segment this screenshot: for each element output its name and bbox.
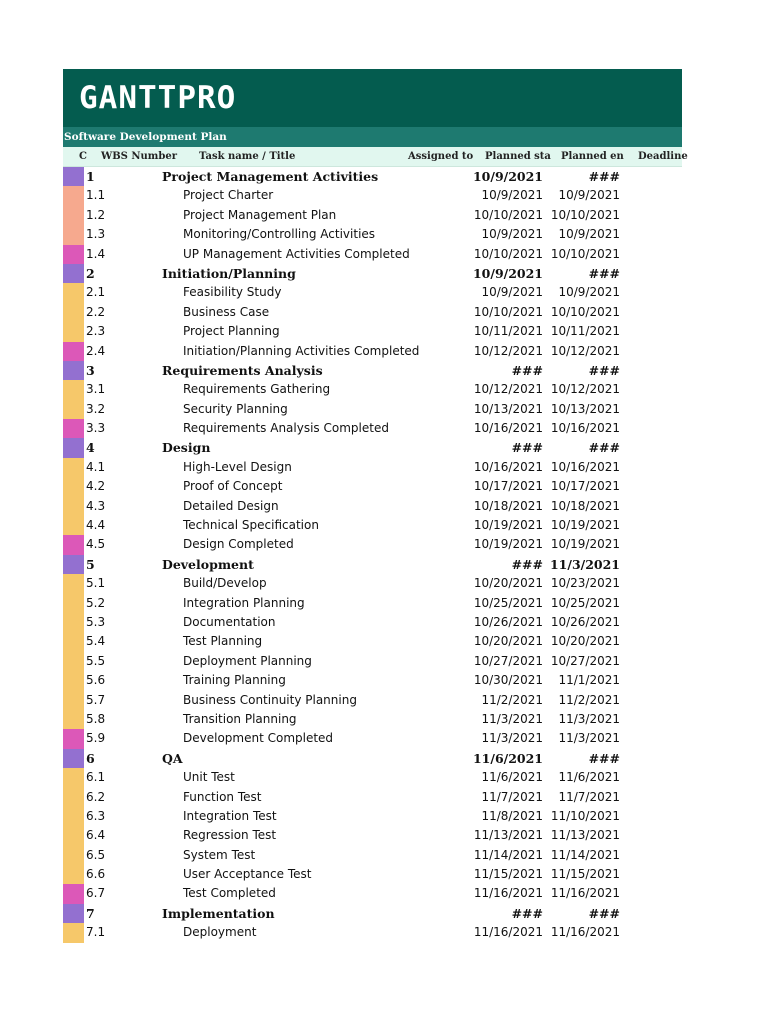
planned-end-cell[interactable]: 10/11/2021 bbox=[550, 324, 620, 339]
wbs-cell[interactable]: 6.4 bbox=[86, 828, 106, 843]
planned-end-cell[interactable]: 10/9/2021 bbox=[558, 227, 620, 242]
planned-end-cell[interactable]: ### bbox=[588, 169, 620, 184]
planned-end-cell[interactable]: 11/3/2021 bbox=[558, 731, 620, 746]
task-row[interactable] bbox=[63, 710, 682, 729]
task-name-cell[interactable]: Feasibility Study bbox=[183, 285, 282, 300]
task-name-cell[interactable]: Test Completed bbox=[183, 886, 276, 901]
color-swatch bbox=[63, 245, 84, 264]
phase-row[interactable] bbox=[63, 438, 682, 457]
planned-end-cell[interactable]: 11/16/2021 bbox=[550, 886, 620, 901]
wbs-cell[interactable]: 6.7 bbox=[86, 886, 106, 901]
task-name-cell[interactable]: Development Completed bbox=[183, 731, 334, 746]
planned-end-cell[interactable]: 10/19/2021 bbox=[550, 537, 620, 552]
wbs-cell[interactable]: 2.4 bbox=[86, 343, 106, 358]
wbs-cell[interactable]: 5.7 bbox=[86, 692, 106, 707]
task-name-cell[interactable]: Test Planning bbox=[183, 634, 263, 649]
color-swatch bbox=[63, 710, 84, 729]
wbs-cell[interactable]: 7.1 bbox=[86, 925, 106, 940]
planned-end-cell[interactable]: 11/7/2021 bbox=[558, 789, 620, 804]
column-header-row bbox=[63, 147, 688, 167]
planned-start-cell[interactable]: 10/9/2021 bbox=[472, 169, 543, 184]
wbs-cell[interactable]: 1.3 bbox=[86, 227, 106, 242]
color-swatch bbox=[63, 400, 84, 419]
task-row[interactable] bbox=[63, 206, 682, 225]
planned-start-cell[interactable]: 10/12/2021 bbox=[473, 343, 543, 358]
wbs-cell[interactable]: 2.2 bbox=[86, 304, 106, 319]
planned-start-cell[interactable]: 11/7/2021 bbox=[481, 789, 543, 804]
planned-start-cell[interactable]: 10/25/2021 bbox=[473, 595, 543, 610]
planned-start-cell[interactable]: 10/20/2021 bbox=[473, 576, 543, 591]
planned-end-cell[interactable]: 10/9/2021 bbox=[558, 188, 620, 203]
planned-end-cell[interactable]: 11/1/2021 bbox=[558, 673, 620, 688]
planned-start-cell[interactable]: 10/12/2021 bbox=[473, 382, 543, 397]
planned-end-cell[interactable]: 10/19/2021 bbox=[550, 518, 620, 533]
color-swatch bbox=[63, 303, 84, 322]
planned-start-cell[interactable]: 10/17/2021 bbox=[473, 479, 543, 494]
planned-end-cell[interactable]: ### bbox=[588, 750, 620, 766]
planned-end-cell[interactable]: 11/10/2021 bbox=[550, 808, 620, 823]
task-row[interactable] bbox=[63, 613, 682, 632]
wbs-cell[interactable]: 6.2 bbox=[86, 789, 106, 804]
sheet-title: Software Development Plan bbox=[63, 127, 682, 147]
wbs-cell[interactable]: 7 bbox=[86, 905, 95, 921]
color-swatch bbox=[63, 283, 84, 302]
phase-row[interactable] bbox=[63, 264, 682, 283]
wbs-cell[interactable]: 2 bbox=[86, 265, 95, 281]
wbs-cell[interactable]: 2.1 bbox=[86, 285, 106, 300]
task-row[interactable] bbox=[63, 632, 682, 651]
color-swatch bbox=[63, 477, 84, 496]
wbs-cell[interactable]: 4.1 bbox=[86, 459, 106, 474]
task-name-cell[interactable]: Integration Test bbox=[183, 808, 277, 823]
planned-start-cell[interactable]: 11/8/2021 bbox=[481, 808, 543, 823]
planned-end-cell[interactable]: 11/15/2021 bbox=[550, 867, 620, 882]
planned-start-cell[interactable]: 10/27/2021 bbox=[473, 653, 543, 668]
wbs-cell[interactable]: 5.9 bbox=[86, 731, 106, 746]
planned-start-cell[interactable]: 11/2/2021 bbox=[481, 692, 543, 707]
color-swatch bbox=[63, 884, 84, 903]
color-swatch bbox=[63, 535, 84, 554]
ganttpro-logo: GANTTPRO bbox=[79, 80, 237, 116]
task-row[interactable] bbox=[63, 458, 682, 477]
planned-start-cell[interactable]: 10/9/2021 bbox=[481, 188, 543, 203]
wbs-cell[interactable]: 1 bbox=[86, 169, 95, 184]
header-deadline[interactable]: Deadline bbox=[638, 151, 688, 162]
planned-start-cell[interactable]: 10/16/2021 bbox=[473, 459, 543, 474]
color-swatch bbox=[63, 264, 84, 283]
color-swatch bbox=[63, 904, 84, 923]
task-name-cell[interactable]: User Acceptance Test bbox=[183, 867, 312, 882]
planned-end-cell[interactable]: 10/12/2021 bbox=[550, 343, 620, 358]
task-name-cell[interactable]: Security Planning bbox=[183, 401, 288, 416]
task-name-cell[interactable]: Project Management Activities bbox=[162, 169, 379, 184]
wbs-cell[interactable]: 5.3 bbox=[86, 614, 106, 629]
planned-start-cell[interactable]: ### bbox=[511, 556, 543, 572]
planned-start-cell[interactable]: 10/9/2021 bbox=[472, 265, 543, 281]
color-swatch bbox=[63, 768, 84, 787]
planned-end-cell[interactable]: 10/17/2021 bbox=[550, 479, 620, 494]
task-row[interactable] bbox=[63, 186, 682, 205]
wbs-cell[interactable]: 5 bbox=[86, 556, 95, 572]
color-swatch bbox=[63, 458, 84, 477]
wbs-cell[interactable]: 3.2 bbox=[86, 401, 106, 416]
wbs-cell[interactable]: 5.8 bbox=[86, 711, 106, 726]
task-name-cell[interactable]: High-Level Design bbox=[183, 459, 292, 474]
task-name-cell[interactable]: Business Continuity Planning bbox=[183, 692, 357, 707]
wbs-cell[interactable]: 5.4 bbox=[86, 634, 106, 649]
task-row[interactable] bbox=[63, 322, 682, 341]
task-row[interactable] bbox=[63, 380, 682, 399]
task-name-cell[interactable]: Transition Planning bbox=[183, 711, 297, 726]
task-name-cell[interactable]: Monitoring/Controlling Activities bbox=[183, 227, 376, 242]
header-planned-end[interactable]: Planned en bbox=[561, 151, 624, 162]
wbs-cell[interactable]: 3 bbox=[86, 362, 95, 378]
planned-start-cell[interactable]: 11/16/2021 bbox=[473, 886, 543, 901]
planned-end-cell[interactable]: ### bbox=[588, 440, 620, 456]
planned-start-cell[interactable]: 10/11/2021 bbox=[473, 324, 543, 339]
task-name-cell[interactable]: Business Case bbox=[183, 304, 270, 319]
planned-end-cell[interactable]: 11/2/2021 bbox=[558, 692, 620, 707]
wbs-cell[interactable]: 6.3 bbox=[86, 808, 106, 823]
planned-end-cell[interactable]: 11/6/2021 bbox=[558, 770, 620, 785]
planned-start-cell[interactable]: 10/16/2021 bbox=[473, 421, 543, 436]
task-row[interactable] bbox=[63, 826, 682, 845]
task-name-cell[interactable]: QA bbox=[162, 750, 183, 766]
color-swatch bbox=[63, 322, 84, 341]
planned-start-cell[interactable]: 10/30/2021 bbox=[473, 673, 543, 688]
task-name-cell[interactable]: Integration Planning bbox=[183, 595, 305, 610]
task-name-cell[interactable]: Training Planning bbox=[183, 673, 286, 688]
phase-row[interactable] bbox=[63, 361, 682, 380]
color-swatch bbox=[63, 594, 84, 613]
planned-end-cell[interactable]: 10/26/2021 bbox=[550, 614, 620, 629]
planned-end-cell[interactable]: 10/27/2021 bbox=[550, 653, 620, 668]
task-row[interactable] bbox=[63, 923, 682, 942]
task-name-cell[interactable]: Design bbox=[162, 440, 211, 456]
wbs-cell[interactable]: 6.5 bbox=[86, 847, 106, 862]
wbs-cell[interactable]: 6 bbox=[86, 750, 95, 766]
color-swatch bbox=[63, 632, 84, 651]
wbs-cell[interactable]: 6.1 bbox=[86, 770, 106, 785]
planned-end-cell[interactable]: 10/20/2021 bbox=[550, 634, 620, 649]
color-swatch bbox=[63, 206, 84, 225]
task-row[interactable] bbox=[63, 535, 682, 554]
task-name-cell[interactable]: Development bbox=[162, 556, 254, 572]
color-swatch bbox=[63, 516, 84, 535]
planned-end-cell[interactable]: 11/16/2021 bbox=[550, 925, 620, 940]
wbs-cell[interactable]: 4.4 bbox=[86, 518, 106, 533]
task-row[interactable] bbox=[63, 516, 682, 535]
task-name-cell[interactable]: Technical Specification bbox=[183, 518, 319, 533]
task-row[interactable] bbox=[63, 497, 682, 516]
planned-start-cell[interactable]: 10/20/2021 bbox=[473, 634, 543, 649]
task-row[interactable] bbox=[63, 225, 682, 244]
planned-end-cell[interactable]: 10/10/2021 bbox=[550, 207, 620, 222]
wbs-cell[interactable]: 5.5 bbox=[86, 653, 106, 668]
task-row[interactable] bbox=[63, 419, 682, 438]
color-swatch bbox=[63, 342, 84, 361]
wbs-cell[interactable]: 4.3 bbox=[86, 498, 106, 513]
planned-end-cell[interactable]: 10/10/2021 bbox=[550, 304, 620, 319]
planned-start-cell[interactable]: 10/10/2021 bbox=[473, 207, 543, 222]
color-swatch bbox=[63, 671, 84, 690]
wbs-cell[interactable]: 3.1 bbox=[86, 382, 106, 397]
planned-end-cell[interactable]: 10/9/2021 bbox=[558, 285, 620, 300]
planned-end-cell[interactable]: 10/16/2021 bbox=[550, 459, 620, 474]
color-swatch bbox=[63, 438, 84, 457]
task-rows bbox=[63, 167, 682, 943]
planned-start-cell[interactable]: 10/19/2021 bbox=[473, 537, 543, 552]
color-swatch bbox=[63, 807, 84, 826]
phase-row[interactable] bbox=[63, 555, 682, 574]
color-swatch bbox=[63, 826, 84, 845]
planned-start-cell[interactable]: ### bbox=[511, 440, 543, 456]
color-swatch bbox=[63, 361, 84, 380]
task-row[interactable] bbox=[63, 884, 682, 903]
planned-start-cell[interactable]: 10/9/2021 bbox=[481, 285, 543, 300]
color-swatch bbox=[63, 497, 84, 516]
color-swatch bbox=[63, 846, 84, 865]
color-swatch bbox=[63, 923, 84, 942]
task-row[interactable] bbox=[63, 788, 682, 807]
task-row[interactable] bbox=[63, 846, 682, 865]
task-name-cell[interactable]: Function Test bbox=[183, 789, 262, 804]
wbs-cell[interactable]: 5.1 bbox=[86, 576, 106, 591]
planned-start-cell[interactable]: ### bbox=[511, 905, 543, 921]
color-swatch bbox=[63, 749, 84, 768]
task-name-cell[interactable]: Project Planning bbox=[183, 324, 280, 339]
phase-row[interactable] bbox=[63, 167, 682, 186]
planned-end-cell[interactable]: 11/14/2021 bbox=[550, 847, 620, 862]
planned-end-cell[interactable]: 10/16/2021 bbox=[550, 421, 620, 436]
task-name-cell[interactable]: Documentation bbox=[183, 614, 276, 629]
planned-end-cell[interactable]: 11/3/2021 bbox=[558, 711, 620, 726]
header-assigned-to[interactable]: Assigned to bbox=[408, 151, 474, 162]
task-name-cell[interactable]: Unit Test bbox=[183, 770, 235, 785]
task-row[interactable] bbox=[63, 807, 682, 826]
color-swatch bbox=[63, 652, 84, 671]
task-name-cell[interactable]: Requirements Analysis Completed bbox=[183, 421, 389, 436]
task-row[interactable] bbox=[63, 400, 682, 419]
wbs-cell[interactable]: 2.3 bbox=[86, 324, 106, 339]
task-row[interactable] bbox=[63, 477, 682, 496]
planned-end-cell[interactable]: 10/10/2021 bbox=[550, 246, 620, 261]
planned-start-cell[interactable]: 11/6/2021 bbox=[472, 750, 543, 766]
task-name-cell[interactable]: Detailed Design bbox=[183, 498, 279, 513]
planned-start-cell[interactable]: 11/14/2021 bbox=[473, 847, 543, 862]
wbs-cell[interactable]: 3.3 bbox=[86, 421, 106, 436]
planned-start-cell[interactable]: 11/15/2021 bbox=[473, 867, 543, 882]
task-row[interactable] bbox=[63, 342, 682, 361]
planned-start-cell[interactable]: 11/3/2021 bbox=[481, 711, 543, 726]
color-swatch bbox=[63, 555, 84, 574]
planned-start-cell[interactable]: 10/13/2021 bbox=[473, 401, 543, 416]
planned-start-cell[interactable]: 11/6/2021 bbox=[481, 770, 543, 785]
wbs-cell[interactable]: 1.1 bbox=[86, 188, 106, 203]
planned-end-cell[interactable]: ### bbox=[588, 905, 620, 921]
wbs-cell[interactable]: 6.6 bbox=[86, 867, 106, 882]
color-swatch bbox=[63, 729, 84, 748]
planned-start-cell[interactable]: 11/3/2021 bbox=[481, 731, 543, 746]
task-row[interactable] bbox=[63, 865, 682, 884]
task-name-cell[interactable]: Build/Develop bbox=[183, 576, 267, 591]
task-name-cell[interactable]: UP Management Activities Completed bbox=[183, 246, 410, 261]
planned-start-cell[interactable]: 10/9/2021 bbox=[481, 227, 543, 242]
task-name-cell[interactable]: Project Charter bbox=[183, 188, 274, 203]
wbs-cell[interactable]: 4.2 bbox=[86, 479, 106, 494]
color-swatch bbox=[63, 788, 84, 807]
task-row[interactable] bbox=[63, 652, 682, 671]
wbs-cell[interactable]: 5.2 bbox=[86, 595, 106, 610]
header-color-column[interactable]: C bbox=[79, 151, 87, 162]
color-swatch bbox=[63, 419, 84, 438]
task-name-cell[interactable]: Requirements Gathering bbox=[183, 382, 331, 397]
task-name-cell[interactable]: Design Completed bbox=[183, 537, 294, 552]
color-swatch bbox=[63, 613, 84, 632]
planned-end-cell[interactable]: 10/18/2021 bbox=[550, 498, 620, 513]
phase-row[interactable] bbox=[63, 749, 682, 768]
color-swatch bbox=[63, 865, 84, 884]
wbs-cell[interactable]: 1.4 bbox=[86, 246, 106, 261]
planned-start-cell[interactable]: 10/18/2021 bbox=[473, 498, 543, 513]
planned-start-cell[interactable]: 10/10/2021 bbox=[473, 304, 543, 319]
planned-end-cell[interactable]: 10/12/2021 bbox=[550, 382, 620, 397]
planned-end-cell[interactable]: ### bbox=[588, 362, 620, 378]
header-wbs-number[interactable]: WBS Number bbox=[101, 151, 178, 162]
planned-end-cell[interactable]: 11/3/2021 bbox=[549, 556, 620, 572]
task-name-cell[interactable]: Initiation/Planning Activities Completed bbox=[183, 343, 420, 358]
planned-start-cell[interactable]: 10/26/2021 bbox=[473, 614, 543, 629]
spreadsheet bbox=[63, 69, 688, 943]
color-swatch bbox=[63, 691, 84, 710]
task-name-cell[interactable]: Requirements Analysis bbox=[162, 362, 323, 378]
wbs-cell[interactable]: 4 bbox=[86, 440, 95, 456]
task-name-cell[interactable]: Implementation bbox=[162, 905, 275, 921]
color-swatch bbox=[63, 186, 84, 205]
brand-banner bbox=[63, 69, 682, 127]
task-row[interactable] bbox=[63, 729, 682, 748]
task-row[interactable] bbox=[63, 245, 682, 264]
task-name-cell[interactable]: Initiation/Planning bbox=[162, 265, 296, 281]
task-name-cell[interactable]: Proof of Concept bbox=[183, 479, 283, 494]
wbs-cell[interactable]: 5.6 bbox=[86, 673, 106, 688]
planned-start-cell[interactable]: 10/10/2021 bbox=[473, 246, 543, 261]
task-name-cell[interactable]: Deployment bbox=[183, 925, 257, 940]
planned-start-cell[interactable]: 11/13/2021 bbox=[473, 828, 543, 843]
color-swatch bbox=[63, 380, 84, 399]
task-name-cell[interactable]: Deployment Planning bbox=[183, 653, 312, 668]
task-row[interactable] bbox=[63, 691, 682, 710]
planned-end-cell[interactable]: 11/13/2021 bbox=[550, 828, 620, 843]
task-name-cell[interactable]: Project Management Plan bbox=[183, 207, 337, 222]
task-row[interactable] bbox=[63, 303, 682, 322]
phase-row[interactable] bbox=[63, 904, 682, 923]
planned-end-cell[interactable]: 10/25/2021 bbox=[550, 595, 620, 610]
planned-end-cell[interactable]: 10/13/2021 bbox=[550, 401, 620, 416]
planned-start-cell[interactable]: 10/19/2021 bbox=[473, 518, 543, 533]
color-swatch bbox=[63, 574, 84, 593]
color-swatch bbox=[63, 167, 84, 186]
planned-end-cell[interactable]: 10/23/2021 bbox=[550, 576, 620, 591]
wbs-cell[interactable]: 1.2 bbox=[86, 207, 106, 222]
task-name-cell[interactable]: System Test bbox=[183, 847, 256, 862]
color-swatch bbox=[63, 225, 84, 244]
header-planned-start[interactable]: Planned sta bbox=[485, 151, 551, 162]
task-row[interactable] bbox=[63, 574, 682, 593]
task-row[interactable] bbox=[63, 594, 682, 613]
header-task-name[interactable]: Task name / Title bbox=[199, 151, 296, 162]
wbs-cell[interactable]: 4.5 bbox=[86, 537, 106, 552]
planned-end-cell[interactable]: ### bbox=[588, 265, 620, 281]
task-row[interactable] bbox=[63, 768, 682, 787]
task-name-cell[interactable]: Regression Test bbox=[183, 828, 277, 843]
task-row[interactable] bbox=[63, 671, 682, 690]
planned-start-cell[interactable]: ### bbox=[511, 362, 543, 378]
task-row[interactable] bbox=[63, 283, 682, 302]
planned-start-cell[interactable]: 11/16/2021 bbox=[473, 925, 543, 940]
